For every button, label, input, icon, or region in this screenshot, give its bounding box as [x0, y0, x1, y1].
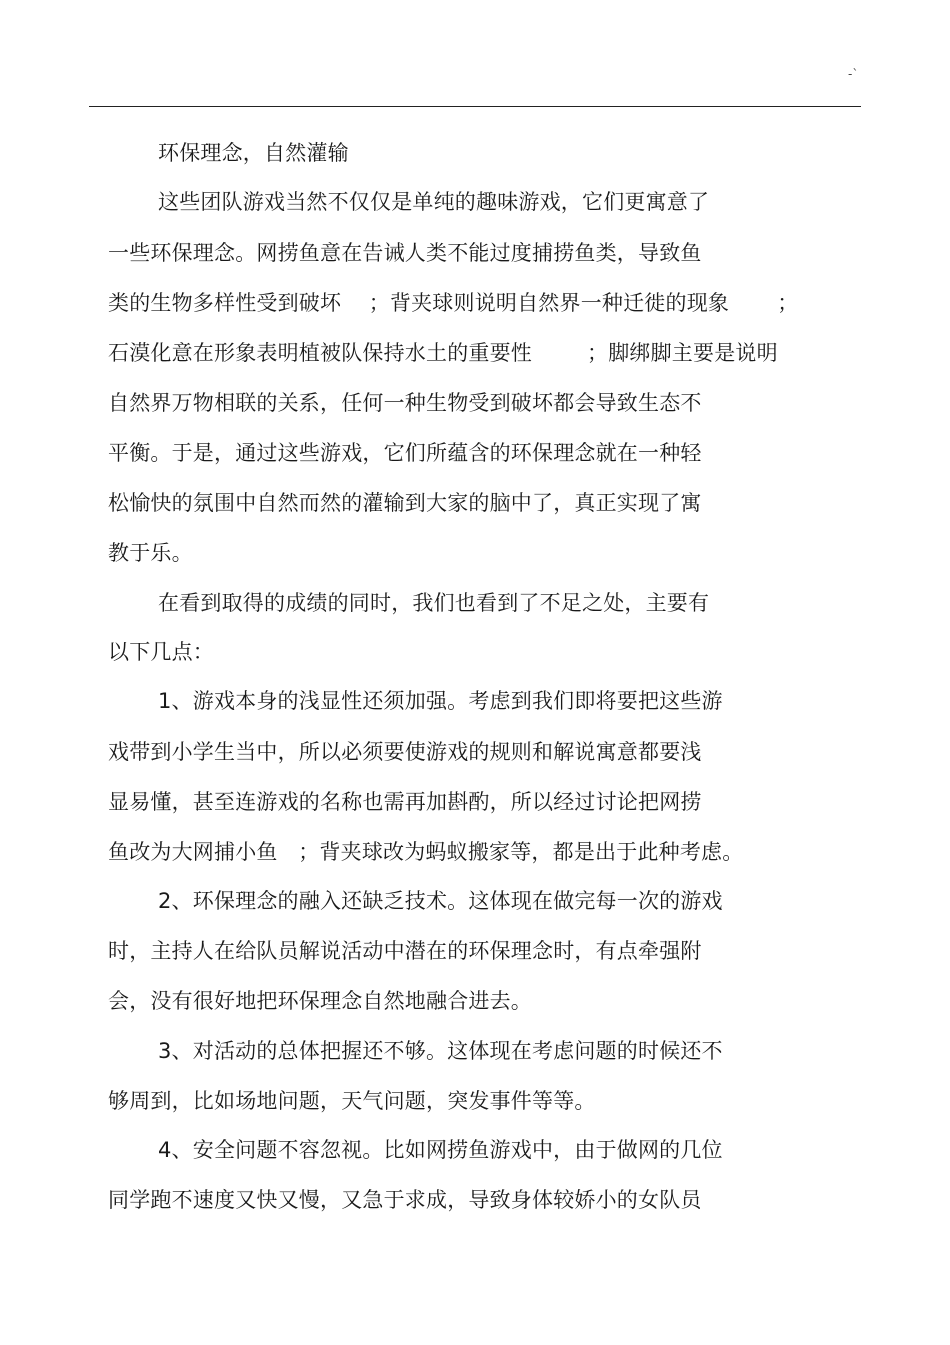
paragraph-line: 类的生物多样性受到破坏 ；背夹球则说明自然界一种迁徙的现象 ； [108, 291, 799, 315]
list-item-line: 3、对活动的总体把握还不够。这体现在考虑问题的时候还不 [158, 1039, 723, 1063]
paragraph-line: 石漠化意在形象表明植被队保持水土的重要性 ；脚绑脚主要是说明 [108, 341, 778, 365]
list-item-line: 1、游戏本身的浅显性还须加强。考虑到我们即将要把这些游 [158, 689, 723, 713]
list-item-line: 时，主持人在给队员解说活动中潜在的环保理念时，有点牵强附 [108, 939, 702, 963]
paragraph-line: 自然界万物相联的关系，任何一种生物受到破坏都会导致生态不 [108, 391, 702, 415]
list-item-line: 同学跑不速度又快又慢，又急于求成，导致身体较娇小的女队员 [108, 1188, 702, 1212]
paragraph-line: 教于乐。 [108, 541, 193, 565]
list-item-line: 够周到，比如场地问题，天气问题，突发事件等等。 [108, 1089, 596, 1113]
section-heading: 环保理念，自然灌输 [158, 141, 349, 165]
list-item-line: 2、环保理念的融入还缺乏技术。这体现在做完每一次的游戏 [158, 889, 723, 913]
header-rule [89, 106, 861, 107]
list-item-line: 戏带到小学生当中，所以必须要使游戏的规则和解说寓意都要浅 [108, 740, 702, 764]
corner-mark: -` [848, 67, 859, 81]
list-item-line: 显易懂，甚至连游戏的名称也需再加斟酌，所以经过讨论把网捞 [108, 790, 702, 814]
list-item-line: 4、安全问题不容忽视。比如网捞鱼游戏中，由于做网的几位 [158, 1138, 723, 1162]
paragraph-line: 一些环保理念。网捞鱼意在告诫人类不能过度捕捞鱼类，导致鱼 [108, 241, 702, 265]
paragraph-line: 在看到取得的成绩的同时，我们也看到了不足之处，主要有 [158, 591, 710, 615]
list-item-line: 会，没有很好地把环保理念自然地融合进去。 [108, 989, 532, 1013]
paragraph-line: 这些团队游戏当然不仅仅是单纯的趣味游戏，它们更寓意了 [158, 190, 710, 214]
paragraph-line: 平衡。于是，通过这些游戏，它们所蕴含的环保理念就在一种轻 [108, 441, 702, 465]
paragraph-line: 松愉快的氛围中自然而然的灌输到大家的脑中了，真正实现了寓 [108, 491, 702, 515]
paragraph-line: 以下几点： [108, 640, 214, 664]
list-item-line: 鱼改为大网捕小鱼 ；背夹球改为蚂蚁搬家等，都是出于此种考虑。 [108, 840, 744, 864]
